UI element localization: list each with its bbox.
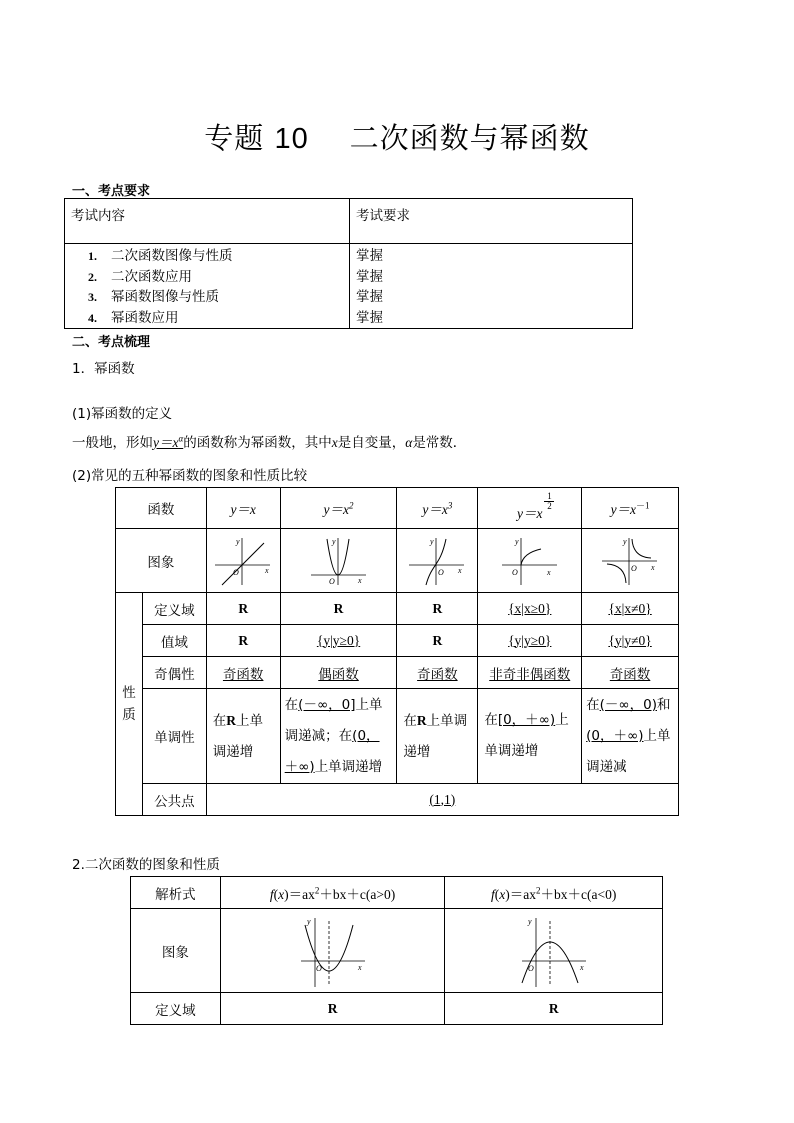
row-label-domain: 定义域	[142, 593, 206, 625]
func-y-x-inv: $y=x^{-1}$	[582, 488, 679, 529]
list-item: 掌握	[356, 268, 383, 285]
parity-cell: 偶函数	[280, 657, 397, 689]
quadratic-table	[130, 876, 663, 1025]
quadratic-heading: 2.二次函数的图象和性质	[72, 857, 220, 873]
page-title	[0, 116, 794, 157]
svg-text:y: y	[331, 536, 336, 546]
exam-header-requirement: 考试要求	[350, 199, 633, 244]
svg-text:O: O	[328, 576, 335, 586]
list-item: 1. 二次函数图像与性质	[88, 248, 233, 264]
graph-y-x2	[280, 529, 397, 593]
section-heading-1: 一、考点要求	[72, 184, 151, 199]
domain-cell: R	[206, 593, 280, 625]
svg-text:x: x	[579, 962, 584, 972]
expr-a-positive: $f(x)=ax^2+bx+c(a>0)$	[220, 877, 445, 909]
row-label-range: 值域	[142, 625, 206, 657]
list-item: 4. 幂函数应用	[88, 309, 179, 326]
list-item: 3. 幂函数图像与性质	[88, 289, 219, 305]
svg-text:O: O	[438, 567, 445, 577]
power-function-table	[115, 487, 679, 816]
header-expression: 解析式	[131, 877, 221, 909]
graph-y-x3	[397, 529, 478, 593]
mono-cell: 在(－∞，0]上单调递减；在(0，＋∞)上单调递增	[280, 689, 397, 784]
domain-cell: R	[220, 993, 445, 1025]
properties-label: 性 质	[116, 593, 143, 816]
power-formula: $y=x^\alpha$	[153, 433, 184, 450]
subheading-power-function: 1．幂函数	[72, 361, 135, 377]
list-item: 掌握	[356, 309, 383, 326]
list-item: 掌握	[356, 248, 383, 264]
range-cell: {y|y≠0}	[582, 625, 679, 657]
graph-hyperbola-icon	[599, 535, 661, 587]
parity-cell: 奇函数	[582, 657, 679, 689]
expr-a-negative: $f(x)=ax^2+bx+c(a<0)$	[445, 877, 663, 909]
header-function: 函数	[116, 488, 207, 529]
graph-parabola-icon	[308, 535, 370, 587]
func-y-x: y＝x	[206, 488, 280, 529]
svg-text:O: O	[631, 563, 637, 573]
svg-text:O: O	[315, 963, 322, 973]
graph-downward-parabola-icon	[514, 913, 594, 989]
title-prefix: 专题	[204, 121, 265, 155]
title-name: 二次函数与幂函数	[349, 121, 590, 155]
header-graph: 图象	[131, 909, 221, 993]
domain-cell: {x|x≥0}	[478, 593, 582, 625]
exam-requirement-cell	[350, 244, 633, 329]
mono-cell: 在R上单调递增	[397, 689, 478, 784]
list-item: 2. 二次函数应用	[88, 268, 192, 285]
range-cell: R	[397, 625, 478, 657]
row-label-common-point: 公共点	[142, 784, 206, 816]
domain-cell: {x|x≠0}	[582, 593, 679, 625]
mono-cell: 在[0，＋∞)上单调递增	[478, 689, 582, 784]
graph-sqrt-icon	[499, 535, 561, 587]
list-item: 掌握	[356, 289, 383, 305]
header-graph: 图象	[116, 529, 207, 593]
svg-text:y: y	[514, 536, 519, 546]
definition-heading: (1)幂函数的定义	[72, 406, 173, 422]
svg-text:y: y	[623, 536, 627, 546]
graph-linear-icon	[212, 535, 274, 587]
svg-text:y: y	[306, 916, 311, 926]
parity-cell: 非奇非偶函数	[478, 657, 582, 689]
svg-text:x: x	[546, 567, 551, 577]
domain-cell: R	[445, 993, 663, 1025]
svg-text:y: y	[527, 916, 532, 926]
svg-text:O: O	[527, 963, 534, 973]
graph-y-sqrt	[478, 529, 582, 593]
definition-text: 一般地，形如$y=x^\alpha$的函数称为幂函数，其中x是自变量，α是常数．	[72, 433, 467, 451]
graph-downward-parabola	[445, 909, 663, 993]
domain-cell: R	[280, 593, 397, 625]
svg-text:x: x	[651, 562, 655, 572]
exam-requirements-table	[64, 198, 633, 329]
func-y-x2: $y=x^2$	[280, 488, 397, 529]
svg-text:x: x	[458, 565, 462, 575]
graph-cubic-icon	[406, 535, 468, 587]
svg-text:x: x	[357, 575, 362, 585]
svg-text:O: O	[511, 567, 518, 577]
svg-text:y: y	[430, 536, 434, 546]
common-point-cell: (1,1)	[206, 784, 678, 816]
graph-y-x-inv	[582, 529, 679, 593]
func-y-x3: $y=x^3$	[397, 488, 478, 529]
parity-cell: 奇函数	[206, 657, 280, 689]
comparison-heading: (2)常见的五种幂函数的图象和性质比较	[72, 468, 308, 484]
domain-cell: R	[397, 593, 478, 625]
mono-cell: 在R上单调递增	[206, 689, 280, 784]
title-number: 10	[274, 123, 309, 155]
axis-origin: O	[233, 567, 239, 577]
row-label-monotonicity: 单调性	[142, 689, 206, 784]
exam-content-cell	[65, 244, 350, 329]
graph-upward-parabola-icon	[293, 913, 373, 989]
range-cell: {y|y≥0}	[280, 625, 397, 657]
header-domain: 定义域	[131, 993, 221, 1025]
axis-label-y: y	[236, 536, 240, 546]
parity-cell: 奇函数	[397, 657, 478, 689]
graph-upward-parabola	[220, 909, 445, 993]
axis-label-x: x	[265, 565, 269, 575]
exam-header-content: 考试内容	[65, 199, 350, 244]
range-cell: R	[206, 625, 280, 657]
range-cell: {y|y≥0}	[478, 625, 582, 657]
graph-y-x	[206, 529, 280, 593]
section-heading-2: 二、考点梳理	[72, 335, 151, 350]
func-y-sqrt: y＝x 1 2	[478, 488, 582, 529]
mono-cell: 在(－∞，0)和(0，＋∞)上单调递减	[582, 689, 679, 784]
svg-text:x: x	[357, 962, 362, 972]
row-label-parity: 奇偶性	[142, 657, 206, 689]
